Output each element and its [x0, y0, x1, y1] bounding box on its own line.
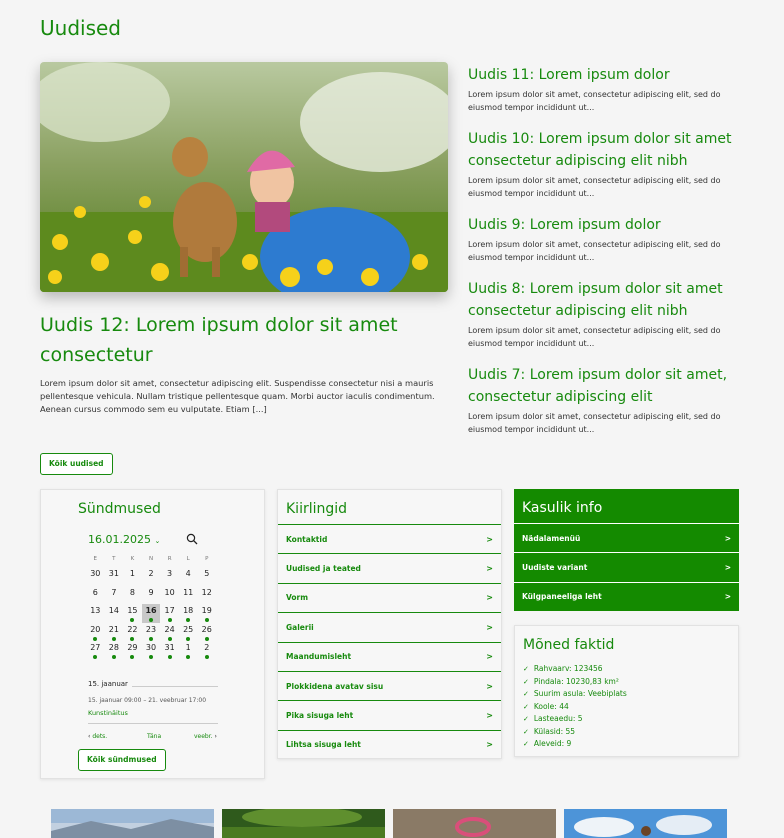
news-list	[468, 62, 748, 450]
calendar-day[interactable]	[160, 641, 179, 660]
gallery-thumbnail[interactable]	[564, 809, 727, 838]
event-dot-icon	[205, 618, 209, 622]
check-icon: ✓	[523, 677, 529, 686]
weekday-label: P	[205, 556, 209, 562]
news-title[interactable]: Uudis 11: Lorem ipsum dolor	[468, 67, 670, 83]
useful-info-list	[514, 523, 739, 611]
calendar-day-number: 13	[90, 606, 101, 615]
prev-month-button[interactable]	[88, 733, 107, 740]
calendar-day-number: 9	[148, 587, 154, 597]
featured-image[interactable]	[40, 62, 448, 292]
featured-news-title[interactable]: Uudis 12: Lorem ipsum dolor sit amet consectetur	[40, 314, 398, 366]
quick-link-label: Maandumisleht	[286, 652, 352, 662]
featured-news-excerpt: Lorem ipsum dolor sit amet, consectetur adipiscing elit. Suspendisse consectetur nisi a mauris pellentesque vehicula. Nullam tristique pellentesque quam. Morbi auctor iaculis condimentum. Aenean cursus commodo sem eu vulputate. Etiam [...]	[40, 378, 435, 414]
chevron-right-icon: >	[486, 564, 493, 574]
page-title: Uudised	[40, 16, 121, 40]
news-title[interactable]: Uudis 8: Lorem ipsum dolor sit amet consectetur adipiscing elit nibh	[468, 281, 723, 319]
calendar-week-row	[86, 567, 216, 586]
calendar-day-number: 17	[164, 606, 175, 615]
useful-info-item[interactable]	[514, 523, 739, 552]
event-dot-icon	[149, 637, 153, 641]
events-title: Sündmused	[78, 501, 161, 517]
calendar-day[interactable]	[197, 604, 216, 623]
calendar-day[interactable]	[197, 641, 216, 660]
fact-label: Lasteaedu: 5	[533, 714, 583, 723]
event-dot-icon	[112, 637, 116, 641]
calendar-day[interactable]	[179, 623, 198, 642]
calendar-week-row	[86, 586, 216, 605]
event-dot-icon	[130, 655, 134, 659]
calendar-date-picker[interactable]	[88, 533, 160, 546]
news-excerpt: Lorem ipsum dolor sit amet, consectetur adipiscing elit, sed do eiusmod tempor incididunt ut...	[468, 90, 721, 112]
news-excerpt: Lorem ipsum dolor sit amet, consectetur adipiscing elit, sed do eiusmod tempor incididunt ut...	[468, 412, 721, 434]
useful-info-item[interactable]	[514, 582, 739, 611]
search-icon[interactable]	[186, 533, 198, 545]
quick-link-label: Kontaktid	[286, 534, 328, 544]
calendar-day-number: 1	[185, 643, 191, 652]
fact-label: Koole: 44	[533, 701, 569, 711]
calendar-day[interactable]	[142, 641, 161, 660]
chevron-down-icon: ⌄	[154, 537, 161, 545]
quick-link-item[interactable]	[278, 553, 501, 582]
event-dot-icon	[186, 637, 190, 641]
calendar-day[interactable]	[86, 623, 105, 642]
calendar-day[interactable]	[142, 623, 161, 642]
fact-item	[523, 726, 627, 739]
quick-link-label: Uudised ja teated	[286, 564, 361, 574]
calendar-week-row	[86, 641, 216, 660]
fact-label: Aleveid: 9	[533, 739, 572, 748]
calendar-day-number: 23	[145, 624, 157, 634]
calendar-day-number: 4	[185, 569, 191, 578]
fact-item	[523, 663, 627, 676]
calendar-day[interactable]	[197, 567, 216, 586]
calendar-day-today[interactable]	[142, 604, 161, 623]
calendar-day[interactable]	[105, 623, 124, 642]
quick-link-item[interactable]	[278, 730, 501, 759]
calendar-day-number: 14	[108, 606, 119, 615]
calendar-day-number: 31	[164, 643, 175, 652]
calendar-day-number: 18	[183, 606, 194, 615]
event-dot-icon	[93, 655, 97, 659]
news-excerpt: Lorem ipsum dolor sit amet, consectetur adipiscing elit, sed do eiusmod tempor incididunt ut...	[468, 240, 721, 262]
news-title[interactable]: Uudis 10: Lorem ipsum dolor sit amet consectetur adipiscing elit nibh	[468, 131, 732, 169]
calendar-day-number: 15	[127, 606, 138, 615]
check-icon: ✓	[523, 665, 529, 673]
quick-links-list	[278, 524, 501, 759]
calendar-day[interactable]	[197, 623, 216, 642]
event-dot-icon	[168, 637, 172, 641]
calendar-day-number: 5	[204, 569, 210, 578]
event-dot-icon	[205, 637, 209, 641]
useful-info-label: Nädalamenüü	[522, 533, 581, 543]
weekday-label: L	[186, 556, 190, 562]
calendar-day[interactable]	[123, 586, 142, 605]
calendar-week-row	[86, 604, 216, 623]
calendar-day-number: 8	[129, 587, 135, 597]
chevron-left-icon: ‹	[88, 733, 91, 740]
event-dot-icon	[149, 618, 153, 622]
calendar-day[interactable]	[160, 604, 179, 623]
event-name[interactable]: Kunstinäitus	[88, 709, 128, 717]
quick-link-item[interactable]	[278, 583, 501, 612]
calendar-date: 16.01.2025	[88, 533, 151, 546]
weekday-label: K	[130, 556, 135, 562]
check-icon: ✓	[523, 727, 529, 736]
useful-info-title: Kasulik info	[522, 500, 603, 516]
calendar-day[interactable]	[179, 567, 198, 586]
all-news-button[interactable]: Kõik uudised	[40, 453, 113, 475]
calendar-day[interactable]	[197, 586, 216, 605]
quick-link-item[interactable]	[278, 612, 501, 641]
all-events-button[interactable]: Kõik sündmused	[78, 749, 166, 771]
chevron-right-icon: >	[486, 593, 493, 603]
calendar-day-number: 21	[108, 624, 119, 634]
chevron-right-icon: >	[486, 622, 493, 632]
quick-link-label: Vorm	[286, 593, 309, 603]
quick-link-item[interactable]	[278, 524, 501, 553]
news-excerpt: Lorem ipsum dolor sit amet, consectetur adipiscing elit, sed do eiusmod tempor incididunt ut...	[468, 326, 721, 348]
today-button[interactable]: Täna	[147, 733, 162, 740]
calendar-day-number: 30	[145, 643, 157, 652]
calendar-day[interactable]	[123, 641, 142, 660]
chevron-right-icon: ›	[214, 733, 217, 740]
calendar-day[interactable]	[123, 567, 142, 586]
events-card	[40, 489, 265, 779]
calendar-day-number: 27	[90, 643, 101, 652]
calendar-day-number: 28	[108, 643, 119, 652]
calendar-day-number: 11	[183, 587, 194, 597]
calendar-day[interactable]	[179, 586, 198, 605]
calendar-day-number: 31	[108, 569, 119, 578]
quick-link-item[interactable]	[278, 642, 501, 671]
calendar-day-number: 29	[127, 643, 138, 652]
calendar-day[interactable]	[142, 567, 161, 586]
quick-link-label: Pika sisuga leht	[286, 711, 354, 721]
divider	[88, 723, 218, 724]
calendar-day-number: 12	[201, 587, 212, 597]
facts-card	[514, 625, 739, 757]
quick-link-item[interactable]	[278, 700, 501, 729]
fact-label: Rahvaarv: 123456	[533, 664, 603, 673]
calendar-day-number: 16	[145, 606, 157, 615]
next-month-button[interactable]	[194, 733, 217, 740]
calendar-day-number: 3	[167, 569, 173, 578]
event-dot-icon	[168, 655, 172, 659]
calendar-day-number: 10	[164, 587, 175, 597]
quick-links-card	[277, 489, 502, 759]
chevron-right-icon: >	[486, 534, 493, 544]
calendar-day-number: 22	[127, 624, 138, 634]
quick-links-title: Kiirlingid	[286, 501, 348, 517]
calendar-day[interactable]	[142, 586, 161, 605]
calendar-day-number: 30	[90, 569, 101, 578]
prev-month-label: dets.	[92, 733, 108, 740]
weekday-label: T	[112, 556, 116, 562]
news-title[interactable]: Uudis 7: Lorem ipsum dolor sit amet, consectetur adipiscing elit	[468, 367, 728, 405]
gallery-thumbnail[interactable]	[222, 809, 385, 838]
fact-item	[523, 676, 627, 689]
calendar-day[interactable]	[86, 641, 105, 660]
useful-info-card	[514, 489, 739, 611]
check-icon: ✓	[523, 715, 529, 723]
calendar-day-number: 7	[111, 587, 117, 597]
selected-day-heading: 15. jaanuar	[88, 680, 132, 688]
calendar-week-row	[86, 623, 216, 642]
calendar-day[interactable]	[160, 567, 179, 586]
calendar-day-number: 26	[201, 624, 212, 634]
calendar-day-number: 24	[164, 624, 175, 634]
chevron-right-icon: >	[486, 681, 493, 691]
quick-link-label: Galerii	[286, 622, 314, 632]
event-dot-icon	[168, 618, 172, 622]
calendar-day[interactable]	[123, 623, 142, 642]
quick-link-label: Plokkidena avatav sisu	[286, 681, 384, 691]
fact-item	[523, 701, 627, 714]
calendar-day[interactable]	[179, 604, 198, 623]
event-dot-icon	[205, 655, 209, 659]
chevron-right-icon: >	[724, 592, 731, 602]
chevron-right-icon: >	[724, 563, 731, 573]
calendar-day[interactable]	[86, 604, 105, 623]
calendar-day[interactable]	[86, 586, 105, 605]
event-time: 15. jaanuar 09:00 – 21. veebruar 17:00	[88, 697, 207, 704]
next-month-label: veebr.	[194, 733, 213, 740]
check-icon: ✓	[523, 740, 529, 748]
weekday-label: N	[148, 556, 154, 562]
calendar-weekday-row	[86, 554, 216, 567]
fact-item	[523, 738, 627, 751]
quick-link-label: Lihtsa sisuga leht	[286, 740, 361, 750]
useful-info-item[interactable]	[514, 552, 739, 581]
weekday-label: R	[167, 556, 172, 562]
calendar-day[interactable]	[105, 641, 124, 660]
chevron-right-icon: >	[724, 533, 731, 543]
calendar-day[interactable]	[179, 641, 198, 660]
event-dot-icon	[130, 637, 134, 641]
chevron-right-icon: >	[486, 740, 493, 750]
event-dot-icon	[130, 618, 134, 622]
fact-item	[523, 688, 627, 701]
check-icon: ✓	[523, 702, 529, 711]
weekday-label: E	[93, 556, 98, 562]
calendar-day[interactable]	[105, 567, 124, 586]
event-dot-icon	[93, 637, 97, 641]
calendar-day-number: 20	[90, 624, 101, 634]
event-dot-icon	[149, 655, 153, 659]
chevron-right-icon: >	[486, 711, 493, 721]
event-dot-icon	[112, 655, 116, 659]
calendar-day-number: 1	[129, 569, 135, 578]
facts-list	[523, 663, 627, 751]
fact-label: Külasid: 55	[533, 726, 576, 736]
useful-info-label: Külgpaneeliga leht	[522, 592, 602, 602]
useful-info-label: Uudiste variant	[522, 563, 588, 573]
calendar-day-number: 19	[201, 606, 212, 615]
news-item	[468, 278, 748, 350]
chevron-right-icon: >	[486, 652, 493, 662]
calendar-day-number: 2	[148, 569, 154, 578]
fact-label: Suurim asula: Veebiplats	[533, 689, 627, 698]
gallery-thumbnail[interactable]	[393, 809, 556, 838]
quick-link-item[interactable]	[278, 671, 501, 700]
calendar-day[interactable]	[160, 586, 179, 605]
check-icon: ✓	[523, 690, 529, 698]
calendar-day-number: 25	[183, 624, 194, 634]
calendar-day[interactable]	[123, 604, 142, 623]
calendar-day[interactable]	[105, 586, 124, 605]
fact-label: Pindala: 10230,83 km²	[533, 676, 619, 686]
fact-item	[523, 713, 627, 726]
calendar-day[interactable]	[160, 623, 179, 642]
facts-title: Mõned faktid	[523, 637, 615, 653]
news-excerpt: Lorem ipsum dolor sit amet, consectetur adipiscing elit, sed do eiusmod tempor incididunt ut...	[468, 176, 721, 198]
calendar-day[interactable]	[105, 604, 124, 623]
calendar-day[interactable]	[86, 567, 105, 586]
news-title[interactable]: Uudis 9: Lorem ipsum dolor	[468, 217, 661, 233]
event-dot-icon	[186, 655, 190, 659]
news-item	[468, 214, 748, 264]
news-item	[468, 64, 748, 114]
calendar-grid	[86, 554, 216, 660]
gallery-thumbnail[interactable]	[51, 809, 214, 838]
event-dot-icon	[186, 618, 190, 622]
news-item	[468, 364, 748, 436]
calendar-day-number: 2	[204, 643, 210, 652]
news-item	[468, 128, 748, 200]
calendar-day-number: 6	[92, 587, 98, 597]
